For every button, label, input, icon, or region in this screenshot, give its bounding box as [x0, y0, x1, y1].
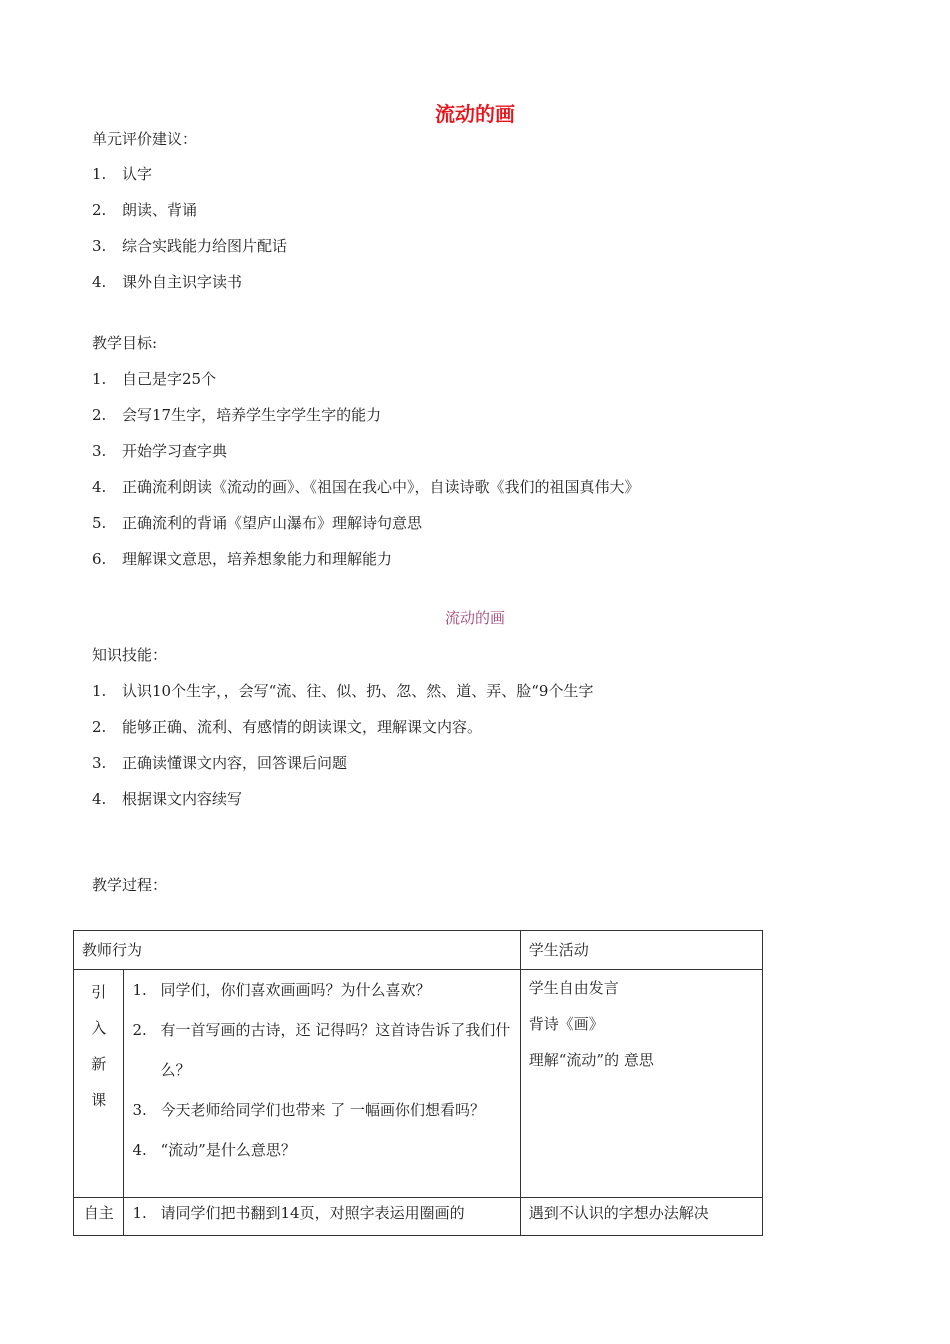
- item-number: 2.: [92, 718, 107, 736]
- goal-item: [92, 512, 422, 533]
- goal-item: [92, 440, 227, 461]
- item-number: 6.: [92, 550, 107, 568]
- teacher-step: [124, 1090, 519, 1130]
- item-text: 正确流利朗读《流动的画》、《祖国在我心中》，自读诗歌《我们的祖国真伟大》: [122, 478, 640, 496]
- skill-item: [92, 788, 242, 809]
- teacher-step: [124, 1130, 519, 1170]
- unit-eval-heading: 单元评价建议：: [92, 130, 198, 148]
- table-header-row: [74, 931, 763, 970]
- unit-eval-item: [92, 199, 197, 220]
- teaching-process-table: [73, 930, 763, 1236]
- item-number: 5.: [92, 514, 107, 532]
- row-side-label: [74, 970, 124, 1198]
- goal-item: [92, 548, 392, 569]
- goals-heading: 教学目标:: [92, 334, 158, 352]
- item-number: 3.: [92, 442, 107, 460]
- side-char: 课: [91, 1091, 107, 1109]
- item-text: 课外自主识字读书: [122, 273, 243, 291]
- student-activity: 理解“流动”的 意思: [528, 1051, 654, 1069]
- step-text: 有一首写画的古诗，还 记得吗？这首诗告诉了我们什么？: [160, 1021, 511, 1079]
- student-activities: [520, 1198, 762, 1236]
- goal-item: [92, 476, 640, 497]
- step-number: 4.: [132, 1141, 147, 1159]
- teacher-step: [124, 1198, 519, 1228]
- item-number: 1.: [92, 682, 107, 700]
- goal-item: [92, 404, 381, 425]
- skill-item: [92, 752, 347, 773]
- table-row: [74, 1198, 763, 1236]
- item-number: 2.: [92, 201, 107, 219]
- item-number: 3.: [92, 754, 107, 772]
- item-text: 认字: [122, 165, 153, 183]
- header-teacher: 教师行为: [74, 931, 521, 970]
- item-text: 认识10个生字，，会写“流、往、似、扔、忽、然、道、弄、脸“9个生字: [122, 682, 594, 700]
- item-text: 会写17生字，培养学生字学生字的能力: [122, 406, 382, 424]
- side-char: 引: [91, 983, 107, 1001]
- item-text: 自己是字25个: [122, 370, 217, 388]
- item-number: 4.: [92, 790, 107, 808]
- item-text: 根据课文内容续写: [122, 790, 243, 808]
- step-number: 1.: [132, 1204, 147, 1222]
- student-activity: 学生自由发言: [528, 979, 619, 997]
- item-text: 正确读懂课文内容，回答课后问题: [122, 754, 348, 772]
- item-number: 4.: [92, 273, 107, 291]
- item-text: 正确流利的背诵《望庐山瀑布》理解诗句意思: [122, 514, 423, 532]
- item-number: 1.: [92, 165, 107, 183]
- student-activity: 遇到不认识的字想办法解决: [528, 1204, 709, 1222]
- step-text: 请同学们把书翻到14页，对照字表运用圈画的: [160, 1204, 465, 1222]
- side-char: 新: [91, 1055, 107, 1073]
- teacher-steps: [124, 970, 520, 1198]
- item-number: 1.: [92, 370, 107, 388]
- goal-item: [92, 368, 216, 389]
- teacher-step: [124, 970, 519, 1010]
- unit-eval-item: [92, 163, 152, 184]
- item-text: 能够正确、流利、有感情的朗读课文，理解课文内容。: [122, 718, 483, 736]
- step-text: 今天老师给同学们也带来 了 一幅画你们想看吗？: [160, 1101, 486, 1119]
- teacher-steps: [124, 1198, 520, 1236]
- step-number: 2.: [132, 1021, 147, 1039]
- step-number: 3.: [132, 1101, 147, 1119]
- lesson-subtitle: 流动的画: [444, 609, 505, 627]
- student-activity: 背诗《画》: [528, 1015, 604, 1033]
- header-student: 学生活动: [520, 931, 762, 970]
- item-text: 开始学习查字典: [122, 442, 228, 460]
- skill-item: [92, 680, 593, 701]
- step-text: “流动”是什么意思？: [160, 1141, 296, 1159]
- row-side-label: 自主: [74, 1198, 124, 1236]
- skills-heading: 知识技能：: [92, 646, 168, 664]
- step-number: 1.: [132, 981, 147, 999]
- item-number: 3.: [92, 237, 107, 255]
- process-heading: 教学过程：: [92, 876, 168, 894]
- student-activities: [520, 970, 762, 1198]
- item-text: 朗读、背诵: [122, 201, 198, 219]
- step-text: 同学们，你们喜欢画画吗？为什么喜欢？: [160, 981, 431, 999]
- item-text: 综合实践能力给图片配话: [122, 237, 288, 255]
- item-number: 2.: [92, 406, 107, 424]
- unit-eval-item: [92, 235, 287, 256]
- side-char: 入: [91, 1019, 107, 1037]
- skill-item: [92, 716, 482, 737]
- item-number: 4.: [92, 478, 107, 496]
- table-row: [74, 970, 763, 1198]
- document-title: 流动的画: [435, 102, 515, 126]
- teacher-step: [124, 1010, 519, 1090]
- unit-eval-item: [92, 271, 242, 292]
- item-text: 理解课文意思，培养想象能力和理解能力: [122, 550, 393, 568]
